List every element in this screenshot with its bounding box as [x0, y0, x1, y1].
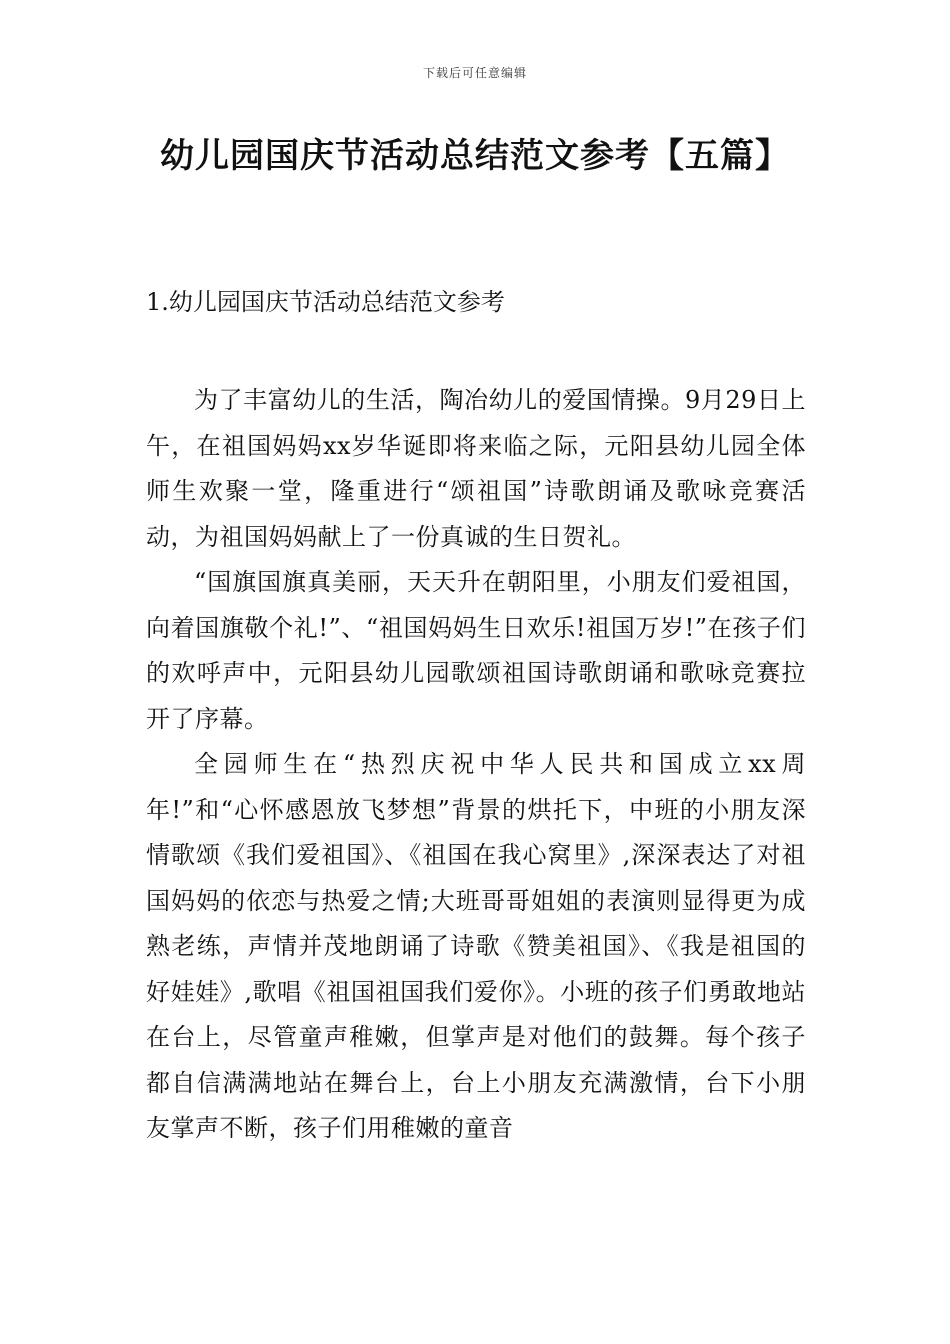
header-note: 下载后可任意编辑 [422, 66, 527, 80]
section-heading: 1.幼儿园国庆节活动总结范文参考 [146, 288, 505, 316]
paragraph: “国旗国旗真美丽，天天升在朝阳里，小朋友们爱祖国，向着国旗敬个礼!”、“祖国妈妈生日欢乐!祖国万岁!”在孩子们的欢呼声中，元阳县幼儿园歌颂祖国诗歌朗诵和歌咏竞赛拉开了序幕。 [146, 568, 806, 733]
document-title: 幼儿园国庆节活动总结范文参考【五篇】 [160, 136, 790, 176]
paragraph: 为了丰富幼儿的生活，陶冶幼儿的爱国情操。9月29日上午，在祖国妈妈xx岁华诞即将来临之际，元阳县幼儿园全体师生欢聚一堂，隆重进行“颂祖国”诗歌朗诵及歌咏竞赛活动，为祖国妈妈献上了一份真诚的生日贺礼。 [146, 386, 806, 551]
body-text [146, 378, 806, 1152]
paragraph: 全园师生在“热烈庆祝中华人民共和国成立xx周年!”和“心怀感恩放飞梦想”背景的烘托下，中班的小朋友深情歌颂《我们爱祖国》、《祖国在我心窝里》,深深表达了对祖国妈妈的依恋与热爱之情;大班哥哥姐姐的表演则显得更为成熟老练，声情并茂地朗诵了诗歌《赞美祖国》、《我是祖国的好娃娃》,歌唱《祖国祖国我们爱你》。小班的孩子们勇敢地站在台上，尽管童声稚嫩，但掌声是对他们的鼓舞。每个孩子都自信满满地站在舞台上，台上小朋友充满激情，台下小朋友掌声不断，孩子们用稚嫩的童音 [146, 750, 806, 1142]
